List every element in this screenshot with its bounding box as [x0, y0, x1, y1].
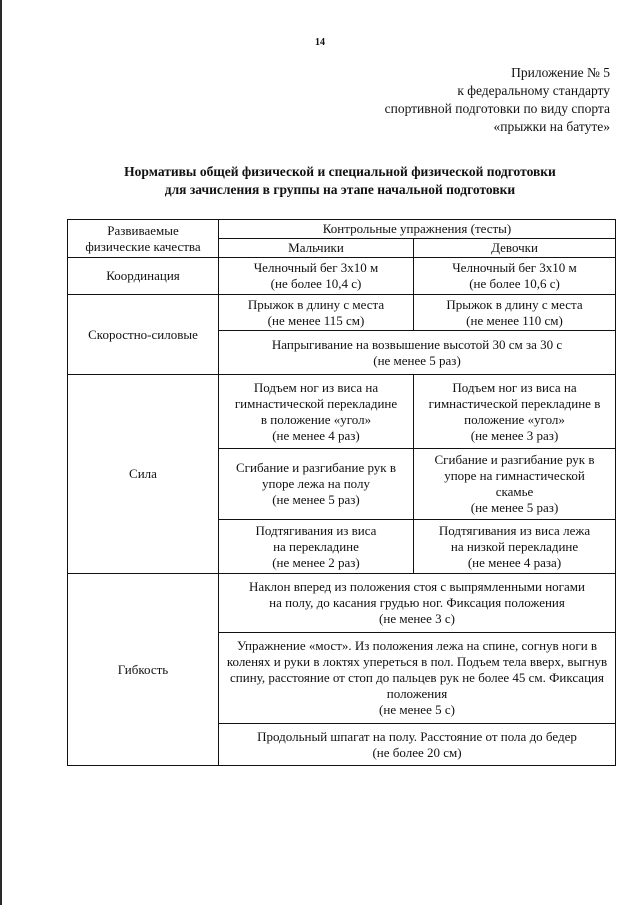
header-boys: Мальчики: [219, 239, 414, 258]
cell-boys: Прыжок в длину с места (не менее 115 см): [219, 295, 414, 331]
header-row: [68, 220, 616, 239]
scan-edge: [0, 0, 2, 905]
cell-both: Наклон вперед из положения стоя с выпрямленными ногами на полу, до касания грудью ног. Фиксация положения (не менее 3 с): [219, 574, 616, 633]
header-girls: Девочки: [414, 239, 616, 258]
document-title: [60, 163, 620, 199]
cell-boys: Подтягивания из виса на перекладине (не менее 2 раз): [219, 520, 414, 574]
cell-boys: Челночный бег 3х10 м (не более 10,4 с): [219, 258, 414, 295]
appendix-header: [385, 64, 610, 136]
appendix-line: Приложение № 5: [511, 65, 610, 80]
norms-table: [67, 219, 616, 766]
title-line: Нормативы общей физической и специальной физической подготовки: [124, 164, 556, 179]
header-quality: Развиваемые физические качества: [68, 220, 219, 258]
cell-girls: Прыжок в длину с места (не менее 110 см): [414, 295, 616, 331]
appendix-line: «прыжки на батуте»: [493, 119, 610, 134]
table-row: [68, 375, 616, 449]
quality-flexibility: Гибкость: [68, 574, 219, 766]
cell-boys: Сгибание и разгибание рук в упоре лежа на полу (не менее 5 раз): [219, 449, 414, 520]
cell-both: Напрыгивание на возвышение высотой 30 см за 30 с (не менее 5 раз): [219, 331, 616, 375]
table-row: [68, 295, 616, 331]
page-number: 14: [315, 37, 325, 48]
appendix-line: спортивной подготовки по виду спорта: [384, 101, 610, 116]
cell-both: Упражнение «мост». Из положения лежа на спине, согнув ноги в коленях и руки в локтях упереться в пол. Подъем тела вверх, выгнув спину, расстояние от стоп до пальцев рук не более 45 см. Фиксация положения (не менее 5 с): [219, 633, 616, 724]
cell-girls: Подъем ног из виса на гимнастической перекладине в положение «угол» (не менее 3 раз): [414, 375, 616, 449]
cell-girls: Челночный бег 3х10 м (не более 10,6 с): [414, 258, 616, 295]
cell-girls: Подтягивания из виса лежа на низкой перекладине (не менее 4 раза): [414, 520, 616, 574]
table-row: [68, 574, 616, 633]
quality-coordination: Координация: [68, 258, 219, 295]
quality-speed-strength: Скоростно-силовые: [68, 295, 219, 375]
quality-strength: Сила: [68, 375, 219, 574]
header-tests: Контрольные упражнения (тесты): [219, 220, 616, 239]
cell-both: Продольный шпагат на полу. Расстояние от пола до бедер (не более 20 см): [219, 724, 616, 766]
cell-boys: Подъем ног из виса на гимнастической перекладине в положение «угол» (не менее 4 раз): [219, 375, 414, 449]
table-row: [68, 258, 616, 295]
appendix-line: к федеральному стандарту: [457, 83, 610, 98]
cell-girls: Сгибание и разгибание рук в упоре на гимнастической скамье (не менее 5 раз): [414, 449, 616, 520]
title-line: для зачисления в группы на этапе начальной подготовки: [164, 182, 516, 197]
